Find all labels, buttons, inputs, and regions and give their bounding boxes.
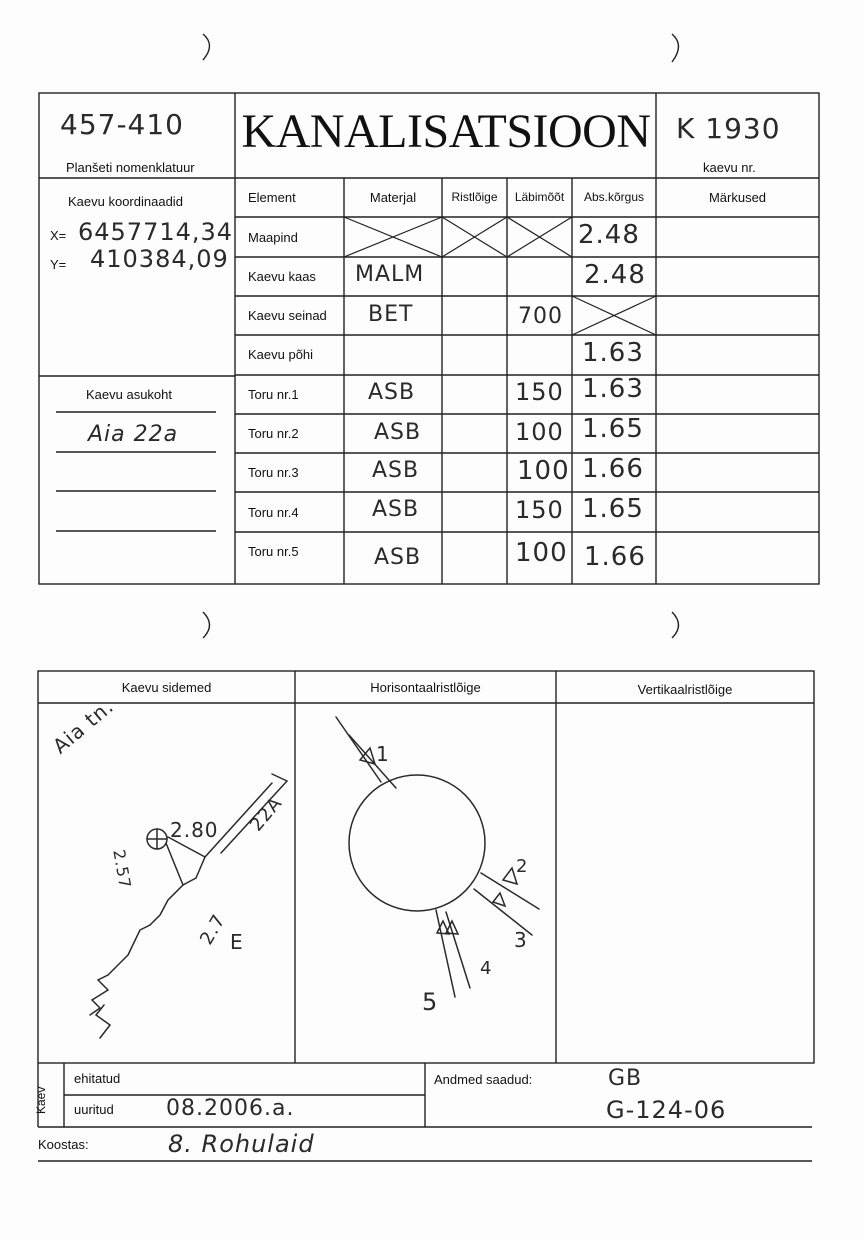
cell-materjal: ASB [374, 420, 422, 445]
uuritud-label: uuritud [74, 1102, 114, 1117]
cell-abs: 1.65 [582, 414, 644, 444]
cell-element: Toru nr.5 [248, 544, 299, 559]
pipe-label-2: 2 [516, 856, 529, 877]
cell-element: Kaevu seinad [248, 308, 327, 323]
cell-materjal: ASB [372, 458, 420, 483]
koostas-label: Koostas: [38, 1137, 89, 1152]
sketch-house-label: 22A [246, 792, 287, 836]
cell-element: Toru nr.2 [248, 426, 299, 441]
asukoht-value: Aia 22a [88, 422, 179, 447]
cell-abs: 2.48 [584, 260, 646, 290]
cell-element: Toru nr.1 [248, 387, 299, 402]
header-materjal: Materjal [369, 190, 417, 205]
cell-labimoot: 100 [515, 418, 564, 446]
cell-materjal: MALM [355, 262, 425, 287]
pipe-label-1: 1 [376, 742, 390, 766]
punch-mark [672, 612, 679, 638]
sketch-mark-e: E [230, 930, 244, 954]
planset-value: 457-410 [60, 108, 184, 141]
cell-materjal: ASB [368, 380, 416, 405]
coord-y-label: Y= [50, 257, 67, 272]
cell-abs: 1.66 [584, 542, 646, 572]
cell-labimoot: 100 [517, 456, 570, 486]
cell-labimoot: 150 [515, 496, 564, 524]
ehitatud-label: ehitatud [74, 1071, 121, 1086]
sketch-distance-a: 2.57 [109, 848, 135, 891]
cell-element: Kaevu põhi [248, 347, 314, 362]
sketch-distance-b: 2.7 [196, 910, 231, 949]
cell-labimoot: 100 [515, 538, 568, 568]
punch-mark [203, 34, 210, 60]
header-kaevu-sidemed: Kaevu sidemed [121, 680, 212, 695]
header-vertikaalristloige: Vertikaalristlõige [637, 682, 733, 697]
coord-x-value: 6457714,34 [78, 218, 234, 246]
punch-mark [672, 34, 679, 62]
andmed-label: Andmed saadud: [434, 1072, 533, 1087]
andmed-value-1: GB [608, 1066, 643, 1091]
header-horisontaalristloige: Horisontaalristlõige [370, 680, 481, 695]
kaevu-nr-value: K 1930 [676, 112, 781, 145]
planset-label: Planšeti nomenklatuur [66, 160, 195, 175]
cell-materjal: ASB [372, 497, 420, 522]
cell-element: Toru nr.3 [248, 465, 299, 480]
andmed-value-2: G-124-06 [606, 1096, 727, 1124]
coords-label: Kaevu koordinaadid [68, 194, 183, 209]
header-labimoot: Läbimõõt [514, 190, 565, 204]
cell-abs: 2.48 [578, 220, 640, 250]
header-element: Element [248, 190, 296, 205]
pipe-label-5: 5 [422, 988, 439, 1016]
page-title: KANALISATSIOON [241, 105, 651, 158]
cell-abs: 1.63 [582, 374, 644, 404]
sketch-elevation-label: 2.80 [170, 818, 219, 842]
cell-materjal: ASB [374, 545, 422, 570]
asukoht-label: Kaevu asukoht [86, 387, 173, 402]
cell-abs: 1.66 [582, 454, 644, 484]
header-markused: Märkused [708, 190, 767, 205]
header-abs-korgus: Abs.kõrgus [583, 190, 645, 204]
uuritud-value: 08.2006.a. [166, 1096, 295, 1121]
cell-labimoot: 150 [515, 378, 564, 406]
pipe-label-4: 4 [480, 958, 493, 979]
cell-element: Kaevu kaas [248, 269, 316, 284]
header-ristloige: Ristlõige [451, 190, 498, 204]
pipe-label-3: 3 [514, 928, 528, 952]
cell-labimoot: 700 [518, 304, 563, 329]
cell-element: Toru nr.4 [248, 505, 299, 520]
cell-abs: 1.65 [582, 494, 644, 524]
koostas-value: 8. Rohulaid [168, 1130, 315, 1158]
kaevu-nr-label: kaevu nr. [703, 160, 756, 175]
horizontal-sketch [336, 717, 539, 997]
cell-materjal: BET [368, 302, 414, 327]
coord-x-label: X= [50, 228, 67, 243]
coord-y-value: 410384,09 [90, 245, 229, 273]
sketch-street-label: Aia tn. [48, 693, 119, 759]
cell-element: Maapind [248, 230, 298, 245]
kaev-label: Kaev [34, 1086, 48, 1114]
cell-abs: 1.63 [582, 338, 644, 368]
punch-mark [203, 612, 210, 638]
